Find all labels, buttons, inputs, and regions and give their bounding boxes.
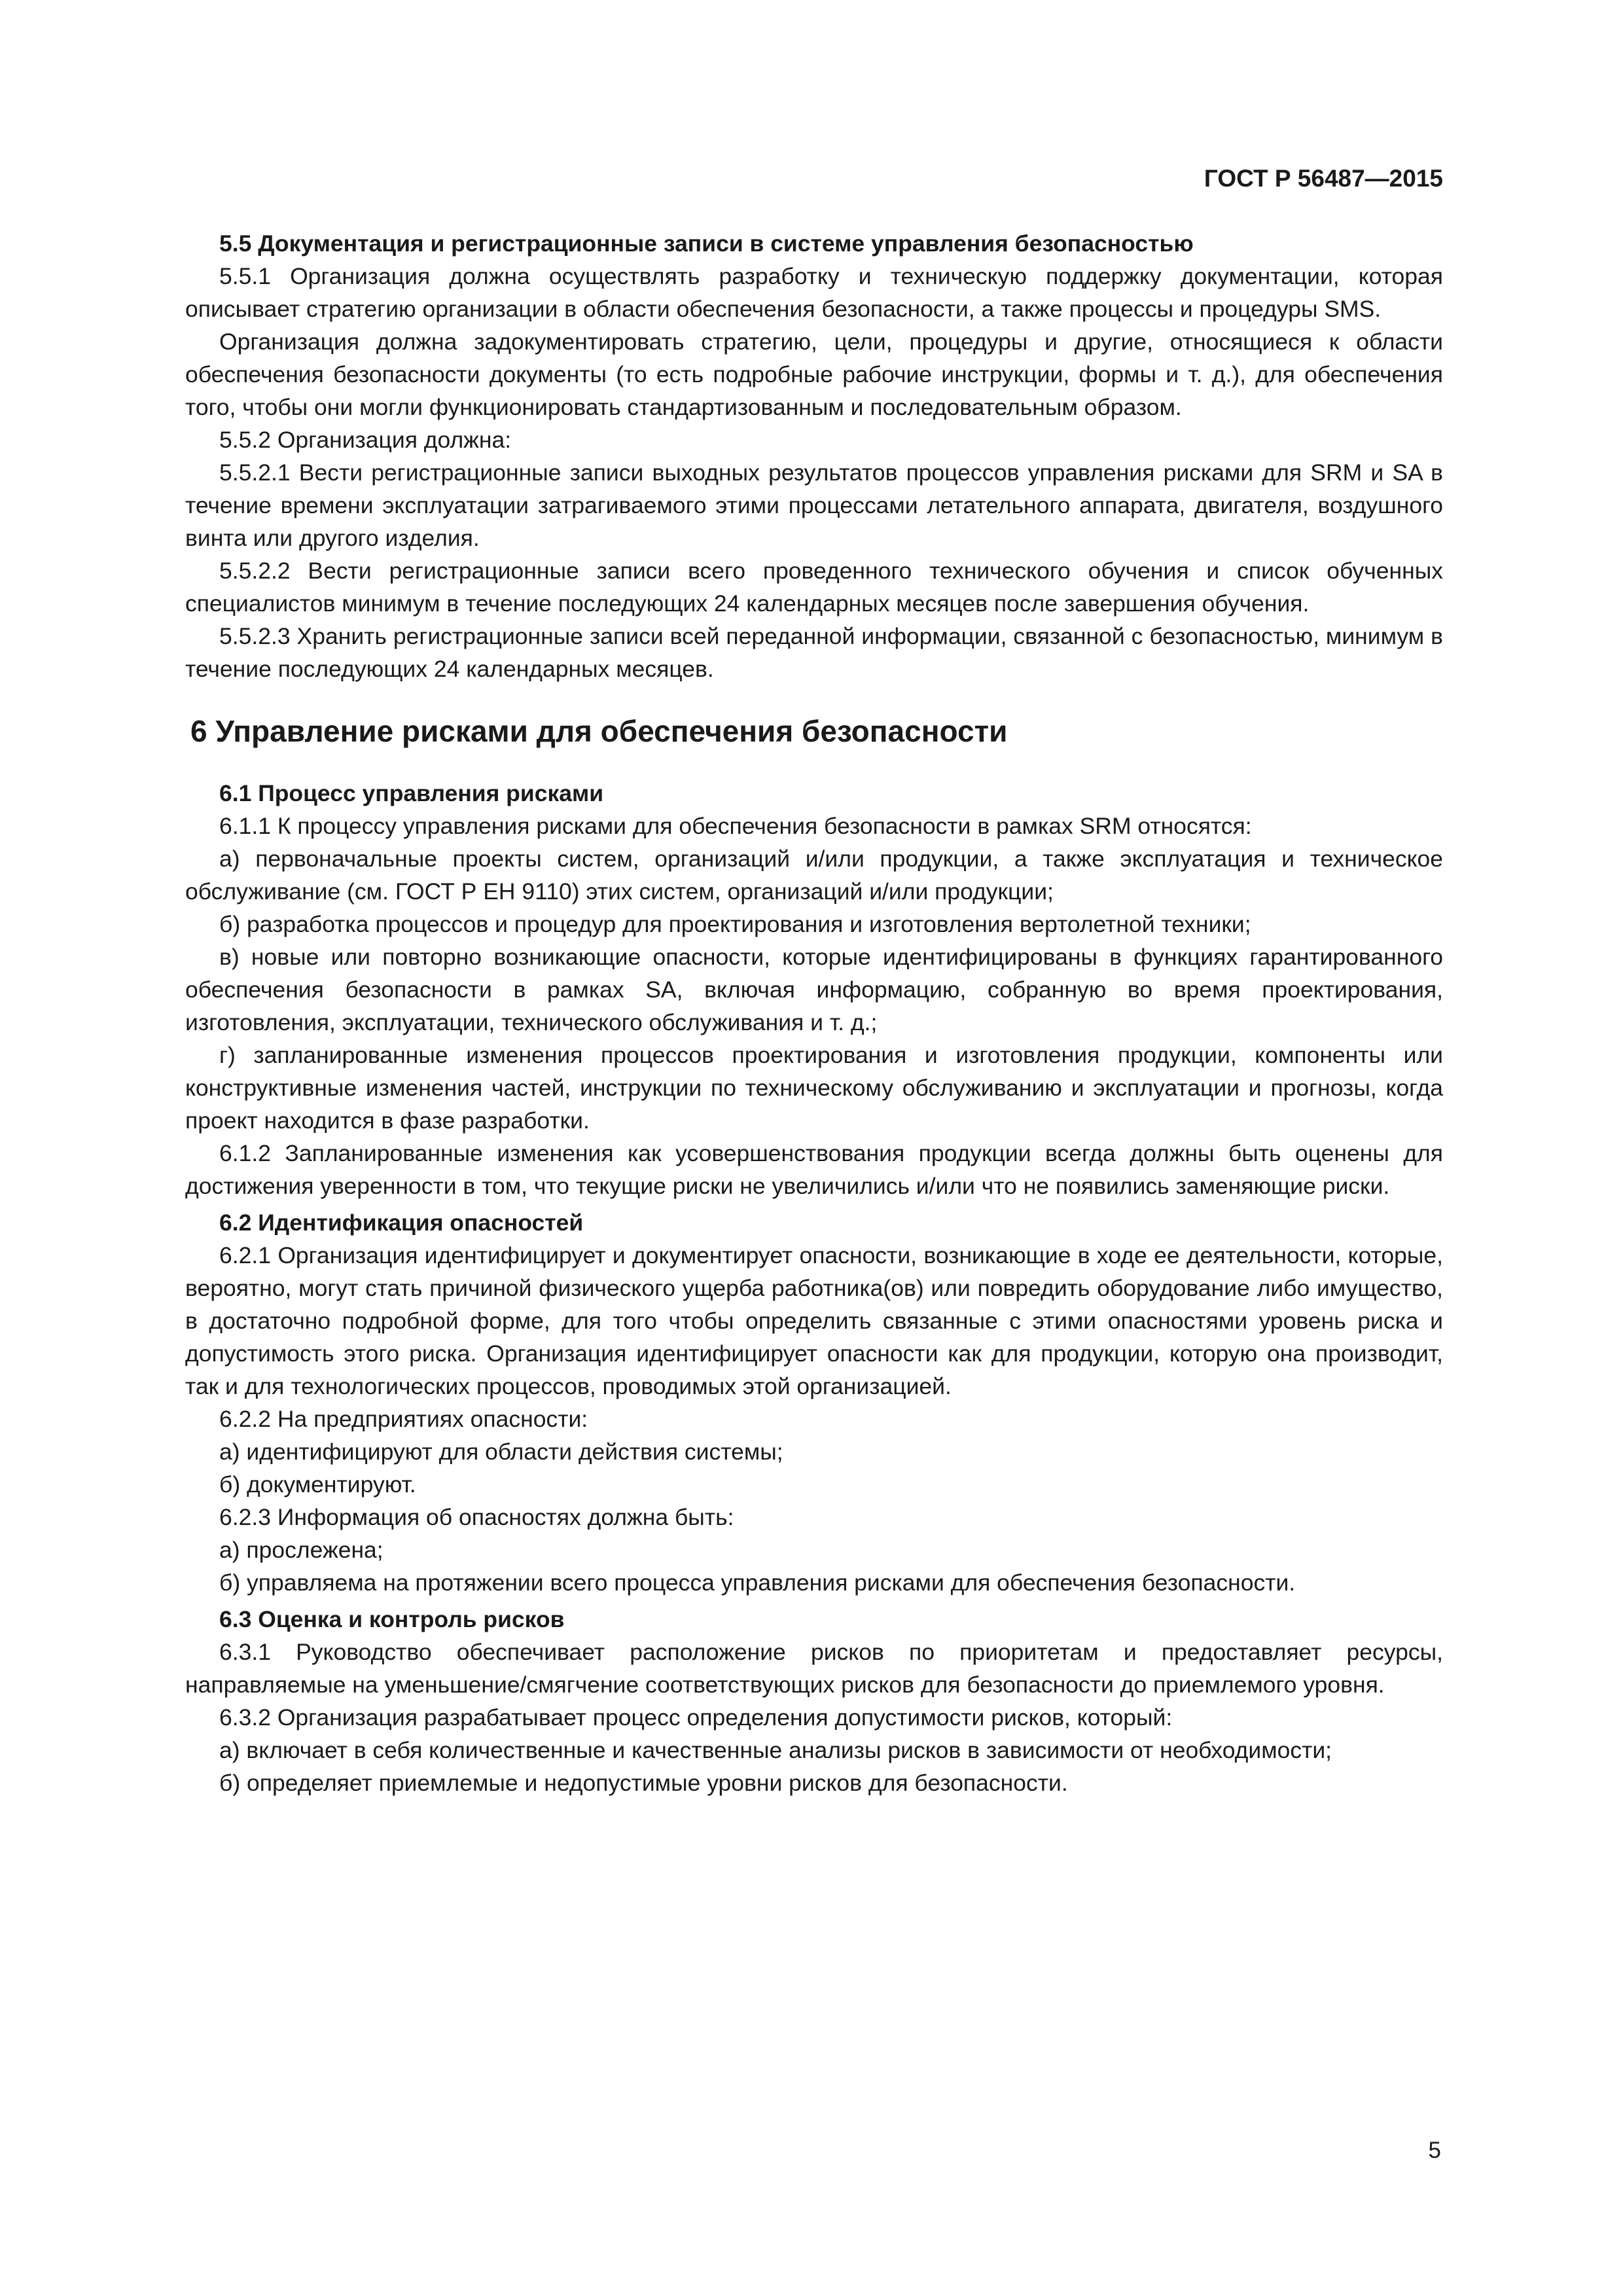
- heading-6: 6 Управление рисками для обеспечения безопасности: [190, 714, 1008, 748]
- heading-6-2: 6.2 Идентификация опасностей: [219, 1210, 584, 1236]
- paragraph: 5.5.2 Организация должна:: [219, 427, 512, 453]
- paragraph: 6.2.1 Организация идентифицирует и документирует опасности, возникающие в ходе ее деятельности, которые, вероятно, могут стать причиной физического ущерба работника(ов) или повредить оборудование либо имущество, в достаточно подробной форме, для того чтобы определить связанные с этими опасностями уровень риска и допустимость этого риска. Организация идентифицирует опасности как для продукции, которую она производит, так и для технологических процессов, проводимых этой организацией.: [185, 1242, 1443, 1399]
- heading-6-1: 6.1 Процесс управления рисками: [219, 780, 604, 806]
- list-item: а) первоначальные проекты систем, организаций и/или продукции, а также эксплуатация и техническое обслуживание (см. ГОСТ Р ЕН 9110) этих систем, организаций и/или продукции;: [185, 846, 1443, 905]
- paragraph: 6.2.3 Информация об опасностях должна быть:: [219, 1504, 734, 1530]
- paragraph: 5.5.2.2 Вести регистрационные записи всего проведенного технического обучения и список обученных специалистов минимум в течение последующих 24 календарных месяцев после завершения обучения.: [185, 558, 1443, 617]
- list-item: в) новые или повторно возникающие опасности, которые идентифицированы в функциях гарантированного обеспечения безопасности в рамках SA, включая информацию, собранную во время проектирования, изготовления, эксплуатации, технического обслуживания и т. д.;: [185, 944, 1443, 1035]
- paragraph: 6.2.2 На предприятиях опасности:: [219, 1406, 588, 1432]
- paragraph: Организация должна задокументировать стратегию, цели, процедуры и другие, относящиеся к области обеспечения безопасности документы (то есть подробные рабочие инструкции, формы и т. д.), для обеспечения того, чтобы они могли функционировать стандартизованным и последовательным образом.: [185, 329, 1443, 420]
- list-item: б) определяет приемлемые и недопустимые уровни рисков для безопасности.: [219, 1770, 1068, 1796]
- paragraph: 6.3.2 Организация разрабатывает процесс определения допустимости рисков, который:: [219, 1704, 1173, 1731]
- paragraph: 6.1.2 Запланированные изменения как усовершенствования продукции всегда должны быть оценены для достижения уверенности в том, что текущие риски не увеличились и/или что не появились заменяющие риски.: [185, 1140, 1443, 1199]
- list-item: г) запланированные изменения процессов проектирования и изготовления продукции, компоненты или конструктивные изменения частей, инструкции по техническому обслуживанию и эксплуатации и прогнозы, когда проект находится в фазе разработки.: [185, 1042, 1443, 1134]
- paragraph: 6.1.1 К процессу управления рисками для обеспечения безопасности в рамках SRM относятся:: [219, 813, 1252, 839]
- page-number: 5: [1428, 2138, 1441, 2163]
- list-item: б) управляема на протяжении всего процесса управления рисками для обеспечения безопасности.: [219, 1570, 1296, 1596]
- heading-5-5: 5.5 Документация и регистрационные записи в системе управления безопасностью: [219, 230, 1194, 257]
- list-item: б) разработка процессов и процедур для проектирования и изготовления вертолетной техники;: [219, 911, 1251, 937]
- paragraph: 6.3.1 Руководство обеспечивает расположение рисков по приоритетам и предоставляет ресурсы, направляемые на уменьшение/смягчение соответствующих рисков для безопасности до приемлемого уровня.: [185, 1639, 1443, 1698]
- document-id: ГОСТ Р 56487—2015: [1204, 165, 1443, 192]
- list-item: б) документируют.: [219, 1471, 416, 1498]
- document-body: [185, 227, 1443, 1799]
- list-item: а) прослежена;: [219, 1537, 383, 1563]
- paragraph: 5.5.2.3 Хранить регистрационные записи всей переданной информации, связанной с безопасностью, минимум в течение последующих 24 календарных месяцев.: [185, 623, 1443, 682]
- paragraph: 5.5.2.1 Вести регистрационные записи выходных результатов процессов управления рисками для SRM и SA в течение времени эксплуатации затрагиваемого этими процессами летательного аппарата, двигателя, воздушного винта или другого изделия.: [185, 459, 1443, 551]
- list-item: а) идентифицируют для области действия системы;: [219, 1439, 783, 1465]
- list-item: а) включает в себя количественные и качественные анализы рисков в зависимости от необходимости;: [219, 1737, 1332, 1763]
- paragraph: 5.5.1 Организация должна осуществлять разработку и техническую поддержку документации, которая описывает стратегию организации в области обеспечения безопасности, а также процессы и процедуры SMS.: [185, 263, 1443, 322]
- heading-6-3: 6.3 Оценка и контроль рисков: [219, 1606, 565, 1632]
